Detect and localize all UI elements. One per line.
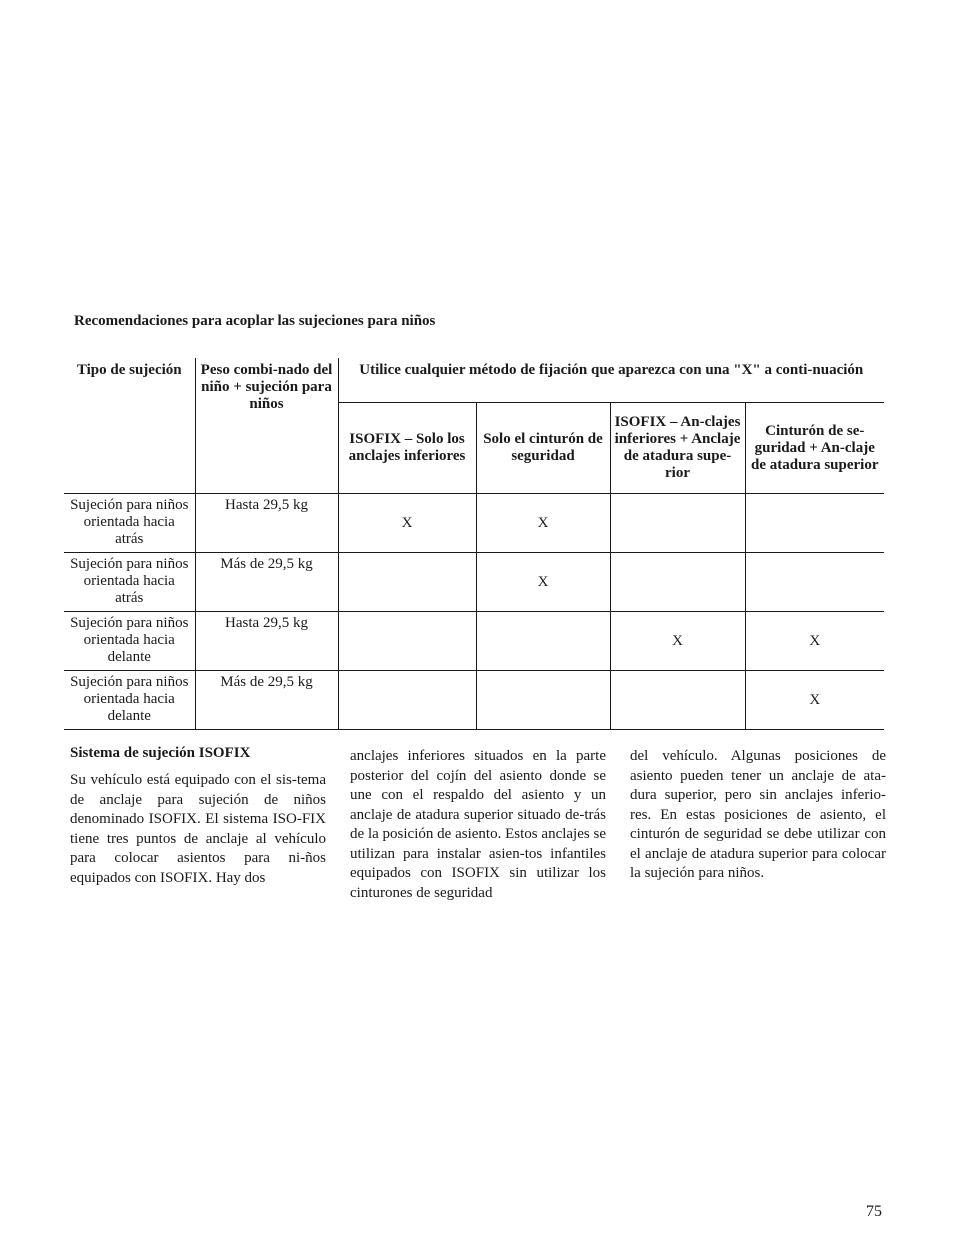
row-restraint-type: Sujeción para niños orientada hacia atrás bbox=[64, 553, 195, 612]
header-method-group: Utilice cualquier método de fijación que aparezca con una "X" a conti-nuación bbox=[338, 358, 884, 403]
row-weight: Más de 29,5 kg bbox=[195, 553, 338, 612]
row-mark-isofix-lower: X bbox=[338, 494, 476, 553]
table-row bbox=[64, 612, 884, 671]
section-heading: Sistema de sujeción ISOFIX bbox=[70, 745, 251, 761]
row-mark-seatbelt-tether: X bbox=[745, 671, 884, 730]
page-number: 75 bbox=[866, 1203, 882, 1220]
row-weight: Hasta 29,5 kg bbox=[195, 612, 338, 671]
row-mark-seatbelt-tether bbox=[745, 494, 884, 553]
header-method-seatbelt-tether: Cinturón de se-guridad + An-claje de atadura superior bbox=[745, 403, 884, 494]
table-title: Recomendaciones para acoplar las sujeciones para niños bbox=[74, 313, 436, 329]
row-mark-seatbelt bbox=[476, 612, 610, 671]
row-mark-isofix-tether bbox=[610, 553, 745, 612]
row-mark-seatbelt bbox=[476, 671, 610, 730]
row-mark-isofix-tether bbox=[610, 671, 745, 730]
row-mark-isofix-tether bbox=[610, 494, 745, 553]
header-method-isofix-lower: ISOFIX – Solo los anclajes inferiores bbox=[338, 403, 476, 494]
body-paragraph: del vehículo. Algunas posiciones de asiento pueden tener un anclaje de ata-dura superior, pero sin anclajes inferio-res. En estas posiciones de asiento, el cinturón de seguridad se debe utilizar con el anclaje de atadura superior para colocar la sujeción para niños. bbox=[630, 748, 886, 881]
row-mark-isofix-lower bbox=[338, 671, 476, 730]
table-row bbox=[64, 671, 884, 730]
table-row bbox=[64, 494, 884, 553]
header-method-isofix-tether: ISOFIX – An-clajes inferiores + Anclaje de atadura supe-rior bbox=[610, 403, 745, 494]
row-mark-isofix-tether: X bbox=[610, 612, 745, 671]
row-mark-isofix-lower bbox=[338, 612, 476, 671]
row-restraint-type: Sujeción para niños orientada hacia delante bbox=[64, 612, 195, 671]
row-weight: Más de 29,5 kg bbox=[195, 671, 338, 730]
text-column-1 bbox=[70, 744, 326, 888]
text-column-2 bbox=[350, 747, 606, 903]
row-weight: Hasta 29,5 kg bbox=[195, 494, 338, 553]
text-column-3 bbox=[630, 747, 886, 884]
header-method-seatbelt: Solo el cinturón de seguridad bbox=[476, 403, 610, 494]
row-restraint-type: Sujeción para niños orientada hacia atrás bbox=[64, 494, 195, 553]
row-mark-seatbelt-tether: X bbox=[745, 612, 884, 671]
row-mark-seatbelt: X bbox=[476, 494, 610, 553]
table-row bbox=[64, 553, 884, 612]
row-mark-seatbelt: X bbox=[476, 553, 610, 612]
body-paragraph: anclajes inferiores situados en la parte posterior del cojín del asiento donde se une con el respaldo del asiento y un anclaje de atadura superior situado de-trás de la posición de asiento. Estos anclajes se utilizan para instalar asien-tos infantiles equipados con ISOFIX sin utilizar los cinturones de seguridad bbox=[350, 748, 606, 901]
header-restraint-type: Tipo de sujeción bbox=[64, 358, 195, 494]
body-paragraph: Su vehículo está equipado con el sis-tema de anclaje para sujeción de niños denominado ISOFIX. El sistema ISO-FIX tiene tres puntos de anclaje al vehículo para colocar asientos para ni-ños equipados con ISOFIX. Hay dos bbox=[70, 772, 326, 886]
restraint-recommendation-table bbox=[64, 358, 884, 730]
row-restraint-type: Sujeción para niños orientada hacia delante bbox=[64, 671, 195, 730]
row-mark-isofix-lower bbox=[338, 553, 476, 612]
row-mark-seatbelt-tether bbox=[745, 553, 884, 612]
header-combined-weight: Peso combi-nado del niño + sujeción para niños bbox=[195, 358, 338, 494]
